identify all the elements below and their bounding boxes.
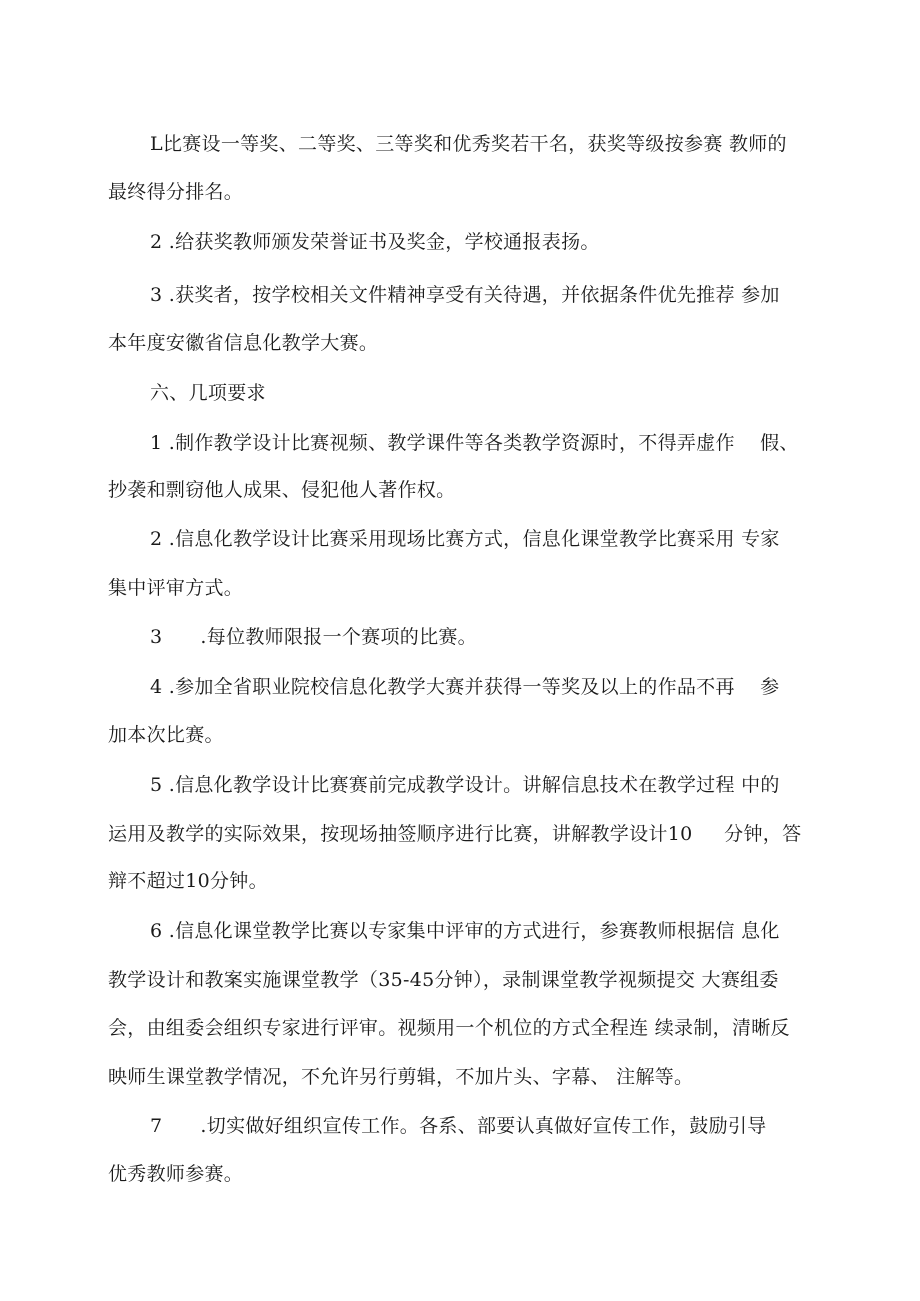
paragraph-line: 2 .给获奖教师颁发荣誉证书及奖金，学校通报表扬。 [150,231,600,253]
paragraph-line: 辩不超过10分钟。 [108,870,268,892]
section-heading: 六、几项要求 [150,382,266,404]
paragraph-line: 本年度安徽省信息化教学大赛。 [108,332,379,354]
paragraph-line: 运用及教学的实际效果，按现场抽签顺序进行比赛，讲解教学设计10 分钟，答 [108,823,802,845]
paragraph-line: 6 .信息化课堂教学比赛以专家集中评审的方式进行，参赛教师根据信 息化 [150,920,780,942]
paragraph-line: 映师生课堂教学情况，不允许另行剪辑，不加片头、字幕、 注解等。 [108,1066,694,1088]
paragraph-line: 会，由组委会组织专家进行评审。视频用一个机位的方式全程连 续录制，清晰反 [108,1017,790,1039]
paragraph-line: 最终得分排名。 [108,181,244,203]
paragraph-line: 5 .信息化教学设计比赛赛前完成教学设计。讲解信息技术在教学过程 中的 [150,774,780,796]
paragraph-line: 4 .参加全省职业院校信息化教学大赛并获得一等奖及以上的作品不再 参 [150,676,780,698]
paragraph-line: 3 .每位教师限报一个赛项的比赛。 [150,626,477,648]
paragraph-line: 教学设计和教案实施课堂教学（35-45分钟），录制课堂教学视频提交 大赛组委 [108,969,779,991]
paragraph-line: L比赛设一等奖、二等奖、三等奖和优秀奖若干名，获奖等级按参赛 教师的 [150,133,787,155]
paragraph-line: 加本次比赛。 [108,724,224,746]
paragraph-line: 抄袭和剽窃他人成果、侵犯他人著作权。 [108,479,456,501]
paragraph-line: 优秀教师参赛。 [108,1163,244,1185]
paragraph-line: 集中评审方式。 [108,577,244,599]
paragraph-line: 1 .制作教学设计比赛视频、教学课件等各类教学资源时，不得弄虚作 假、 [150,432,799,454]
paragraph-line: 7 .切实做好组织宣传工作。各系、部要认真做好宣传工作，鼓励引导 [150,1115,767,1137]
paragraph-line: 3 .获奖者，按学校相关文件精神享受有关待遇，并依据条件优先推荐 参加 [150,284,780,306]
paragraph-line: 2 .信息化教学设计比赛采用现场比赛方式，信息化课堂教学比赛采用 专家 [150,528,780,550]
